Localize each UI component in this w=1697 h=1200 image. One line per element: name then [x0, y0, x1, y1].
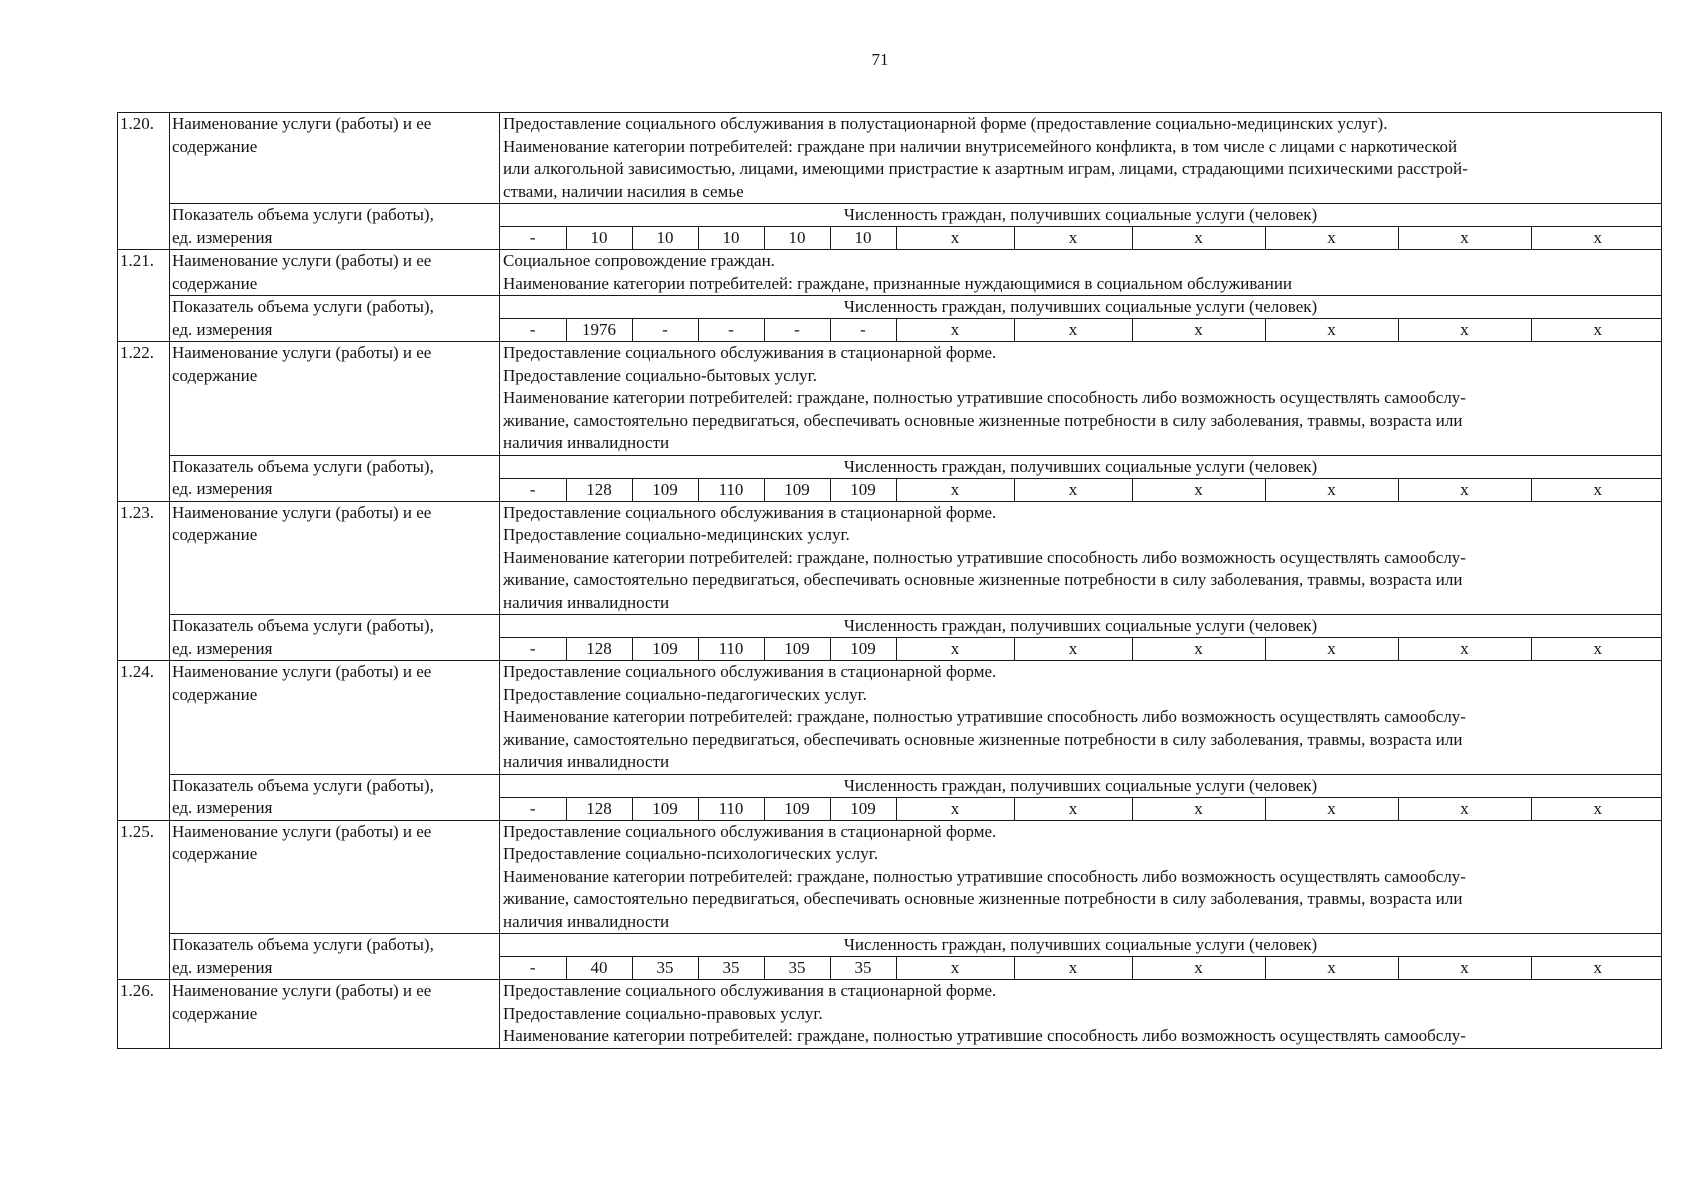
values-grid — [500, 479, 1664, 501]
service-row — [118, 250, 1662, 296]
label-line: содержание — [172, 136, 258, 156]
content-line: Наименование категории потребителей: граждане при наличии внутрисемейного конфликта, в том числе с лицами с наркотической — [503, 136, 1458, 156]
content-line: Наименование категории потребителей: граждане, полностью утратившие способность либо возможность осуществлять самообслу- — [503, 388, 1466, 407]
indicator-label-line: Показатель объема услуги (работы), — [172, 297, 434, 316]
indicator-row — [118, 934, 1662, 980]
indicator-title: Численность граждан, получивших социальные услуги (человек) — [500, 775, 1661, 798]
values-grid — [500, 638, 1664, 660]
service-name-label — [170, 342, 500, 456]
value-cell: 10 — [698, 227, 764, 249]
value-cell: х — [1014, 638, 1132, 660]
indicator-label — [170, 204, 500, 250]
values-grid — [500, 227, 1664, 249]
value-cell: х — [1531, 638, 1664, 660]
value-cell: х — [1014, 479, 1132, 501]
value-cell: 35 — [764, 957, 830, 979]
label-line: Наименование услуги (работы) и ее — [172, 251, 432, 270]
value-cell: х — [1265, 638, 1398, 660]
value-cell: 110 — [698, 638, 764, 660]
content-line: Наименование категории потребителей: граждане, признанные нуждающимися в социальном обслуживании — [503, 273, 1293, 293]
indicator-title: Численность граждан, получивших социальные услуги (человек) — [500, 204, 1661, 227]
content-line: Предоставление социально-медицинских услуг. — [503, 525, 850, 544]
value-cell: х — [896, 227, 1014, 249]
value-cell: х — [896, 798, 1014, 820]
label-line: содержание — [172, 273, 258, 293]
service-name-label — [170, 501, 500, 615]
value-cell: х — [1132, 798, 1265, 820]
service-name-label — [170, 661, 500, 775]
value-cell: х — [1531, 798, 1664, 820]
value-cell: 10 — [632, 227, 698, 249]
label-line: содержание — [172, 1003, 258, 1023]
value-cell: 109 — [632, 479, 698, 501]
value-cell: х — [1398, 957, 1531, 979]
service-name-label — [170, 250, 500, 296]
value-cell: - — [698, 319, 764, 341]
indicator-row — [118, 204, 1662, 250]
service-content — [500, 250, 1662, 296]
indicator-values — [500, 615, 1662, 661]
service-content — [500, 980, 1662, 1049]
content-line: Предоставление социально-правовых услуг. — [503, 1003, 823, 1023]
content-line: Предоставление социально-психологических услуг. — [503, 844, 879, 863]
content-line: ствами, наличии насилия в семье — [503, 181, 744, 201]
service-content — [500, 113, 1662, 204]
content-line: Предоставление социально-педагогических услуг. — [503, 684, 867, 704]
indicator-label-line: ед. измерения — [172, 638, 273, 658]
value-cell: - — [830, 319, 896, 341]
service-content — [500, 661, 1662, 775]
value-cell: х — [1531, 227, 1664, 249]
value-cell: - — [529, 958, 536, 977]
service-row — [118, 501, 1662, 615]
value-cell: х — [1398, 638, 1531, 660]
service-content — [500, 501, 1662, 615]
value-cell: 109 — [830, 479, 896, 501]
value-cell: - — [764, 319, 830, 341]
content-line: Предоставление социального обслуживания в стационарной форме. — [503, 981, 997, 1000]
value-cell: - — [529, 798, 536, 818]
value-cell: х — [1132, 638, 1265, 660]
content-line: Социальное сопровождение граждан. — [503, 251, 775, 270]
label-line: содержание — [172, 365, 258, 385]
value-cell: х — [1014, 798, 1132, 820]
content-line: Наименование категории потребителей: граждане, полностью утратившие способность либо возможность осуществлять самообслу- — [503, 866, 1466, 886]
value-cell: х — [896, 638, 1014, 660]
service-number: 1.26. — [118, 980, 170, 1049]
indicator-label — [170, 774, 500, 820]
content-line: или алкогольной зависимостью, лицами, имеющими пристрастие к азартным играм, лицами, страдающими психическими расстрой- — [503, 159, 1468, 178]
indicator-row — [118, 774, 1662, 820]
value-cell: х — [1132, 957, 1265, 979]
label-line: содержание — [172, 684, 258, 704]
value-cell: х — [1014, 957, 1132, 979]
value-cell: - — [529, 228, 536, 247]
value-cell: х — [1531, 957, 1664, 979]
content-line: Наименование категории потребителей: граждане, полностью утратившие способность либо возможность осуществлять самообслу- — [503, 547, 1466, 567]
value-cell: х — [1132, 479, 1265, 501]
indicator-label-line: Показатель объема услуги (работы), — [172, 616, 434, 635]
content-line: Предоставление социального обслуживания в полустационарной форме (предоставление социально-медицинских услуг). — [503, 114, 1388, 133]
content-line: живание, самостоятельно передвигаться, обеспечивать основные жизненные потребности в силу заболевания, травмы, возраста или — [503, 570, 1463, 589]
values-grid — [500, 957, 1664, 979]
indicator-values — [500, 455, 1662, 501]
value-cell: х — [896, 957, 1014, 979]
service-number: 1.23. — [118, 501, 170, 661]
value-cell: х — [1132, 227, 1265, 249]
service-row — [118, 342, 1662, 456]
content-line: Предоставление социально-бытовых услуг. — [503, 365, 817, 385]
content-line: Предоставление социального обслуживания в стационарной форме. — [503, 662, 997, 681]
value-cell: х — [1014, 319, 1132, 341]
services-table — [117, 112, 1662, 1049]
content-line: Предоставление социального обслуживания в стационарной форме. — [503, 502, 997, 522]
values-grid — [500, 319, 1664, 341]
value-cell: х — [1265, 227, 1398, 249]
value-cell: 110 — [698, 479, 764, 501]
indicator-values — [500, 204, 1662, 250]
service-number: 1.25. — [118, 820, 170, 980]
content-line: Предоставление социального обслуживания в стационарной форме. — [503, 821, 997, 841]
indicator-title: Численность граждан, получивших социальные услуги (человек) — [500, 296, 1661, 319]
value-cell: 109 — [764, 479, 830, 501]
indicator-label-line: ед. измерения — [172, 798, 273, 817]
value-cell: 109 — [764, 638, 830, 660]
indicator-label-line: Показатель объема услуги (работы), — [172, 205, 434, 224]
service-row — [118, 980, 1662, 1049]
value-cell: х — [1531, 479, 1664, 501]
content-line: наличия инвалидности — [503, 433, 670, 452]
service-name-label — [170, 113, 500, 204]
value-cell: 109 — [632, 638, 698, 660]
indicator-label — [170, 455, 500, 501]
indicator-label-line: ед. измерения — [172, 227, 273, 247]
value-cell: - — [529, 479, 536, 499]
content-line: живание, самостоятельно передвигаться, обеспечивать основные жизненные потребности в силу заболевания, травмы, возраста или — [503, 410, 1463, 430]
value-cell: 10 — [566, 227, 632, 249]
value-cell: - — [529, 639, 536, 658]
label-line: Наименование услуги (работы) и ее — [172, 662, 432, 681]
value-cell: 128 — [566, 638, 632, 660]
content-line: наличия инвалидности — [503, 592, 670, 612]
service-row — [118, 113, 1662, 204]
value-cell: х — [1265, 957, 1398, 979]
value-cell: х — [1265, 479, 1398, 501]
value-cell: 128 — [566, 798, 632, 820]
value-cell: 109 — [830, 798, 896, 820]
indicator-label-line: ед. измерения — [172, 479, 273, 498]
indicator-label — [170, 615, 500, 661]
indicator-label-line: Показатель объема услуги (работы), — [172, 775, 434, 795]
value-cell: 10 — [764, 227, 830, 249]
value-cell: х — [896, 479, 1014, 501]
value-cell: х — [1398, 319, 1531, 341]
indicator-title: Численность граждан, получивших социальные услуги (человек) — [500, 934, 1661, 957]
service-row — [118, 661, 1662, 775]
value-cell: 109 — [830, 638, 896, 660]
indicator-row — [118, 296, 1662, 342]
indicator-title: Численность граждан, получивших социальные услуги (человек) — [500, 456, 1661, 479]
label-line: Наименование услуги (работы) и ее — [172, 981, 432, 1000]
value-cell: 110 — [698, 798, 764, 820]
value-cell: 128 — [566, 479, 632, 501]
value-cell: х — [1398, 227, 1531, 249]
values-grid — [500, 798, 1664, 820]
service-row — [118, 820, 1662, 934]
value-cell: 1976 — [566, 319, 632, 341]
service-name-label — [170, 980, 500, 1049]
indicator-label — [170, 934, 500, 980]
service-number: 1.24. — [118, 661, 170, 821]
service-content — [500, 342, 1662, 456]
value-cell: 109 — [764, 798, 830, 820]
page-number: 71 — [871, 50, 889, 69]
label-line: Наименование услуги (работы) и ее — [172, 343, 432, 362]
value-cell: 109 — [632, 798, 698, 820]
value-cell: 10 — [830, 227, 896, 249]
value-cell: 40 — [566, 957, 632, 979]
content-line: Наименование категории потребителей: граждане, полностью утратившие способность либо возможность осуществлять самообслу- — [503, 707, 1466, 726]
value-cell: - — [529, 320, 536, 339]
value-cell: х — [896, 319, 1014, 341]
value-cell: х — [1132, 319, 1265, 341]
service-content — [500, 820, 1662, 934]
label-line: содержание — [172, 525, 258, 544]
value-cell: х — [1265, 319, 1398, 341]
service-number: 1.21. — [118, 250, 170, 342]
indicator-label-line: ед. измерения — [172, 319, 273, 339]
value-cell: 35 — [698, 957, 764, 979]
indicator-values — [500, 774, 1662, 820]
indicator-title: Численность граждан, получивших социальные услуги (человек) — [500, 615, 1661, 638]
value-cell: х — [1014, 227, 1132, 249]
value-cell: 35 — [632, 957, 698, 979]
value-cell: 35 — [830, 957, 896, 979]
service-number: 1.22. — [118, 342, 170, 502]
label-line: содержание — [172, 844, 258, 863]
indicator-label — [170, 296, 500, 342]
value-cell: х — [1531, 319, 1664, 341]
indicator-label-line: ед. измерения — [172, 957, 273, 977]
value-cell: х — [1265, 798, 1398, 820]
indicator-label-line: Показатель объема услуги (работы), — [172, 456, 434, 476]
service-name-label — [170, 820, 500, 934]
label-line: Наименование услуги (работы) и ее — [172, 114, 432, 133]
content-line: наличия инвалидности — [503, 911, 670, 931]
indicator-row — [118, 615, 1662, 661]
label-line: Наименование услуги (работы) и ее — [172, 502, 432, 522]
content-line: наличия инвалидности — [503, 752, 670, 771]
label-line: Наименование услуги (работы) и ее — [172, 821, 432, 841]
value-cell: - — [632, 319, 698, 341]
content-line: живание, самостоятельно передвигаться, обеспечивать основные жизненные потребности в силу заболевания, травмы, возраста или — [503, 729, 1463, 749]
value-cell: х — [1398, 479, 1531, 501]
service-number: 1.20. — [118, 113, 170, 250]
content-line: живание, самостоятельно передвигаться, обеспечивать основные жизненные потребности в силу заболевания, травмы, возраста или — [503, 889, 1463, 908]
indicator-values — [500, 296, 1662, 342]
value-cell: х — [1398, 798, 1531, 820]
content-line: Предоставление социального обслуживания в стационарной форме. — [503, 343, 997, 362]
indicator-label-line: Показатель объема услуги (работы), — [172, 935, 434, 954]
content-line: Наименование категории потребителей: граждане, полностью утратившие способность либо возможность осуществлять самообслу- — [503, 1026, 1466, 1045]
indicator-row — [118, 455, 1662, 501]
indicator-values — [500, 934, 1662, 980]
